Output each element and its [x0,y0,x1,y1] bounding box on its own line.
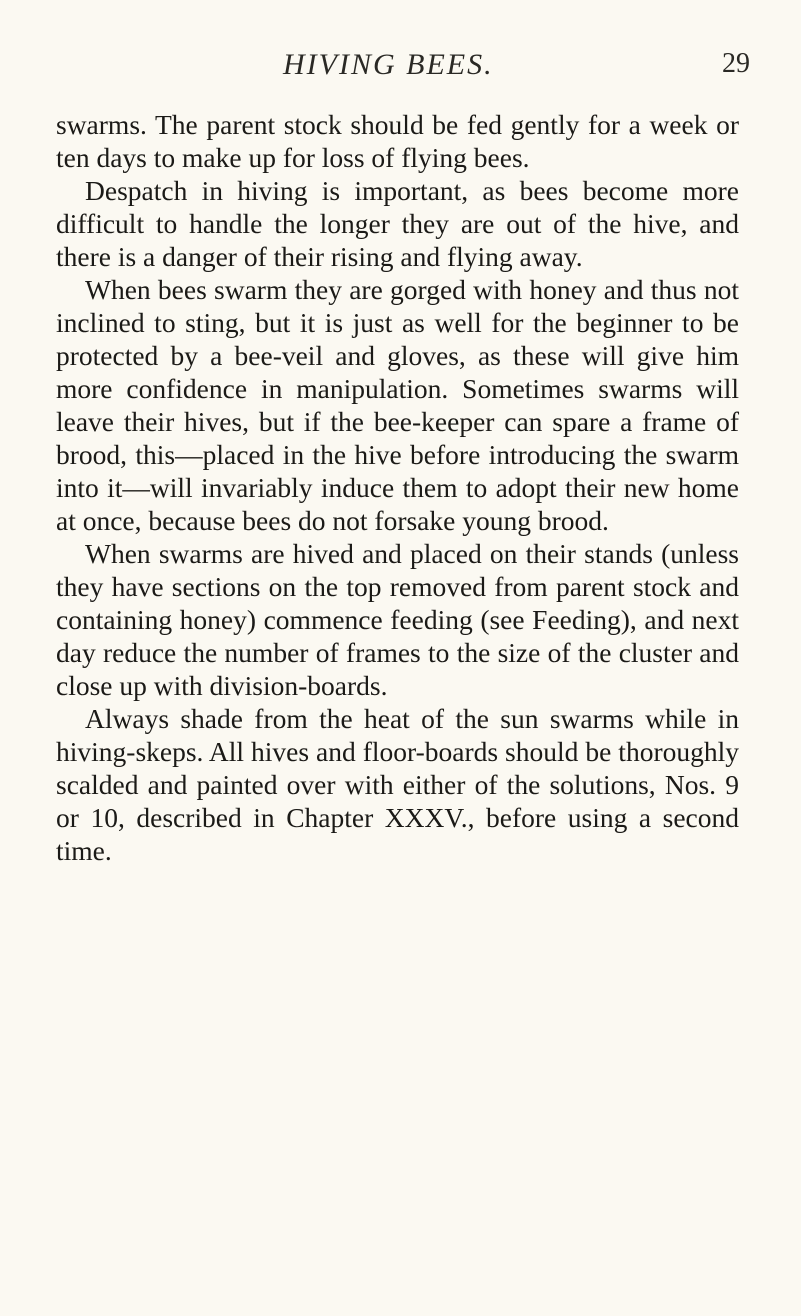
paragraph: Despatch in hiving is important, as bees become more difficult to handle the longer they are out of the hive, and there is a danger of their rising and flying away. [56,175,739,272]
body-text [56,108,739,867]
page-number: 29 [722,48,750,79]
paragraph-continued: swarms. The parent stock should be fed gently for a week or ten days to make up for loss of flying bees. [56,109,739,173]
paragraph: When swarms are hived and placed on their stands (unless they have sections on the top removed from parent stock and containing honey) commence feeding (see Feeding), and next day reduce the number of frames to the size of the cluster and close up with division-boards. [56,538,739,701]
paragraph: When bees swarm they are gorged with honey and thus not inclined to sting, but it is just as well for the beginner to be protected by a bee-veil and gloves, as these will give him more confidence in manipulation. Sometimes swarms will leave their hives, but if the bee-keeper can spare a frame of brood, this—placed in the hive before introducing the swarm into it—will invariably induce them to adopt their new home at once, because bees do not forsake young brood. [56,274,739,536]
paragraph: Always shade from the heat of the sun swarms while in hiving-skeps. All hives and floor-boards should be thoroughly scalded and painted over with either of the solutions, Nos. 9 or 10, described in Chapter XXXV., before using a second time. [56,703,739,866]
running-title: HIVING BEES. [283,48,494,81]
running-head [0,48,801,92]
